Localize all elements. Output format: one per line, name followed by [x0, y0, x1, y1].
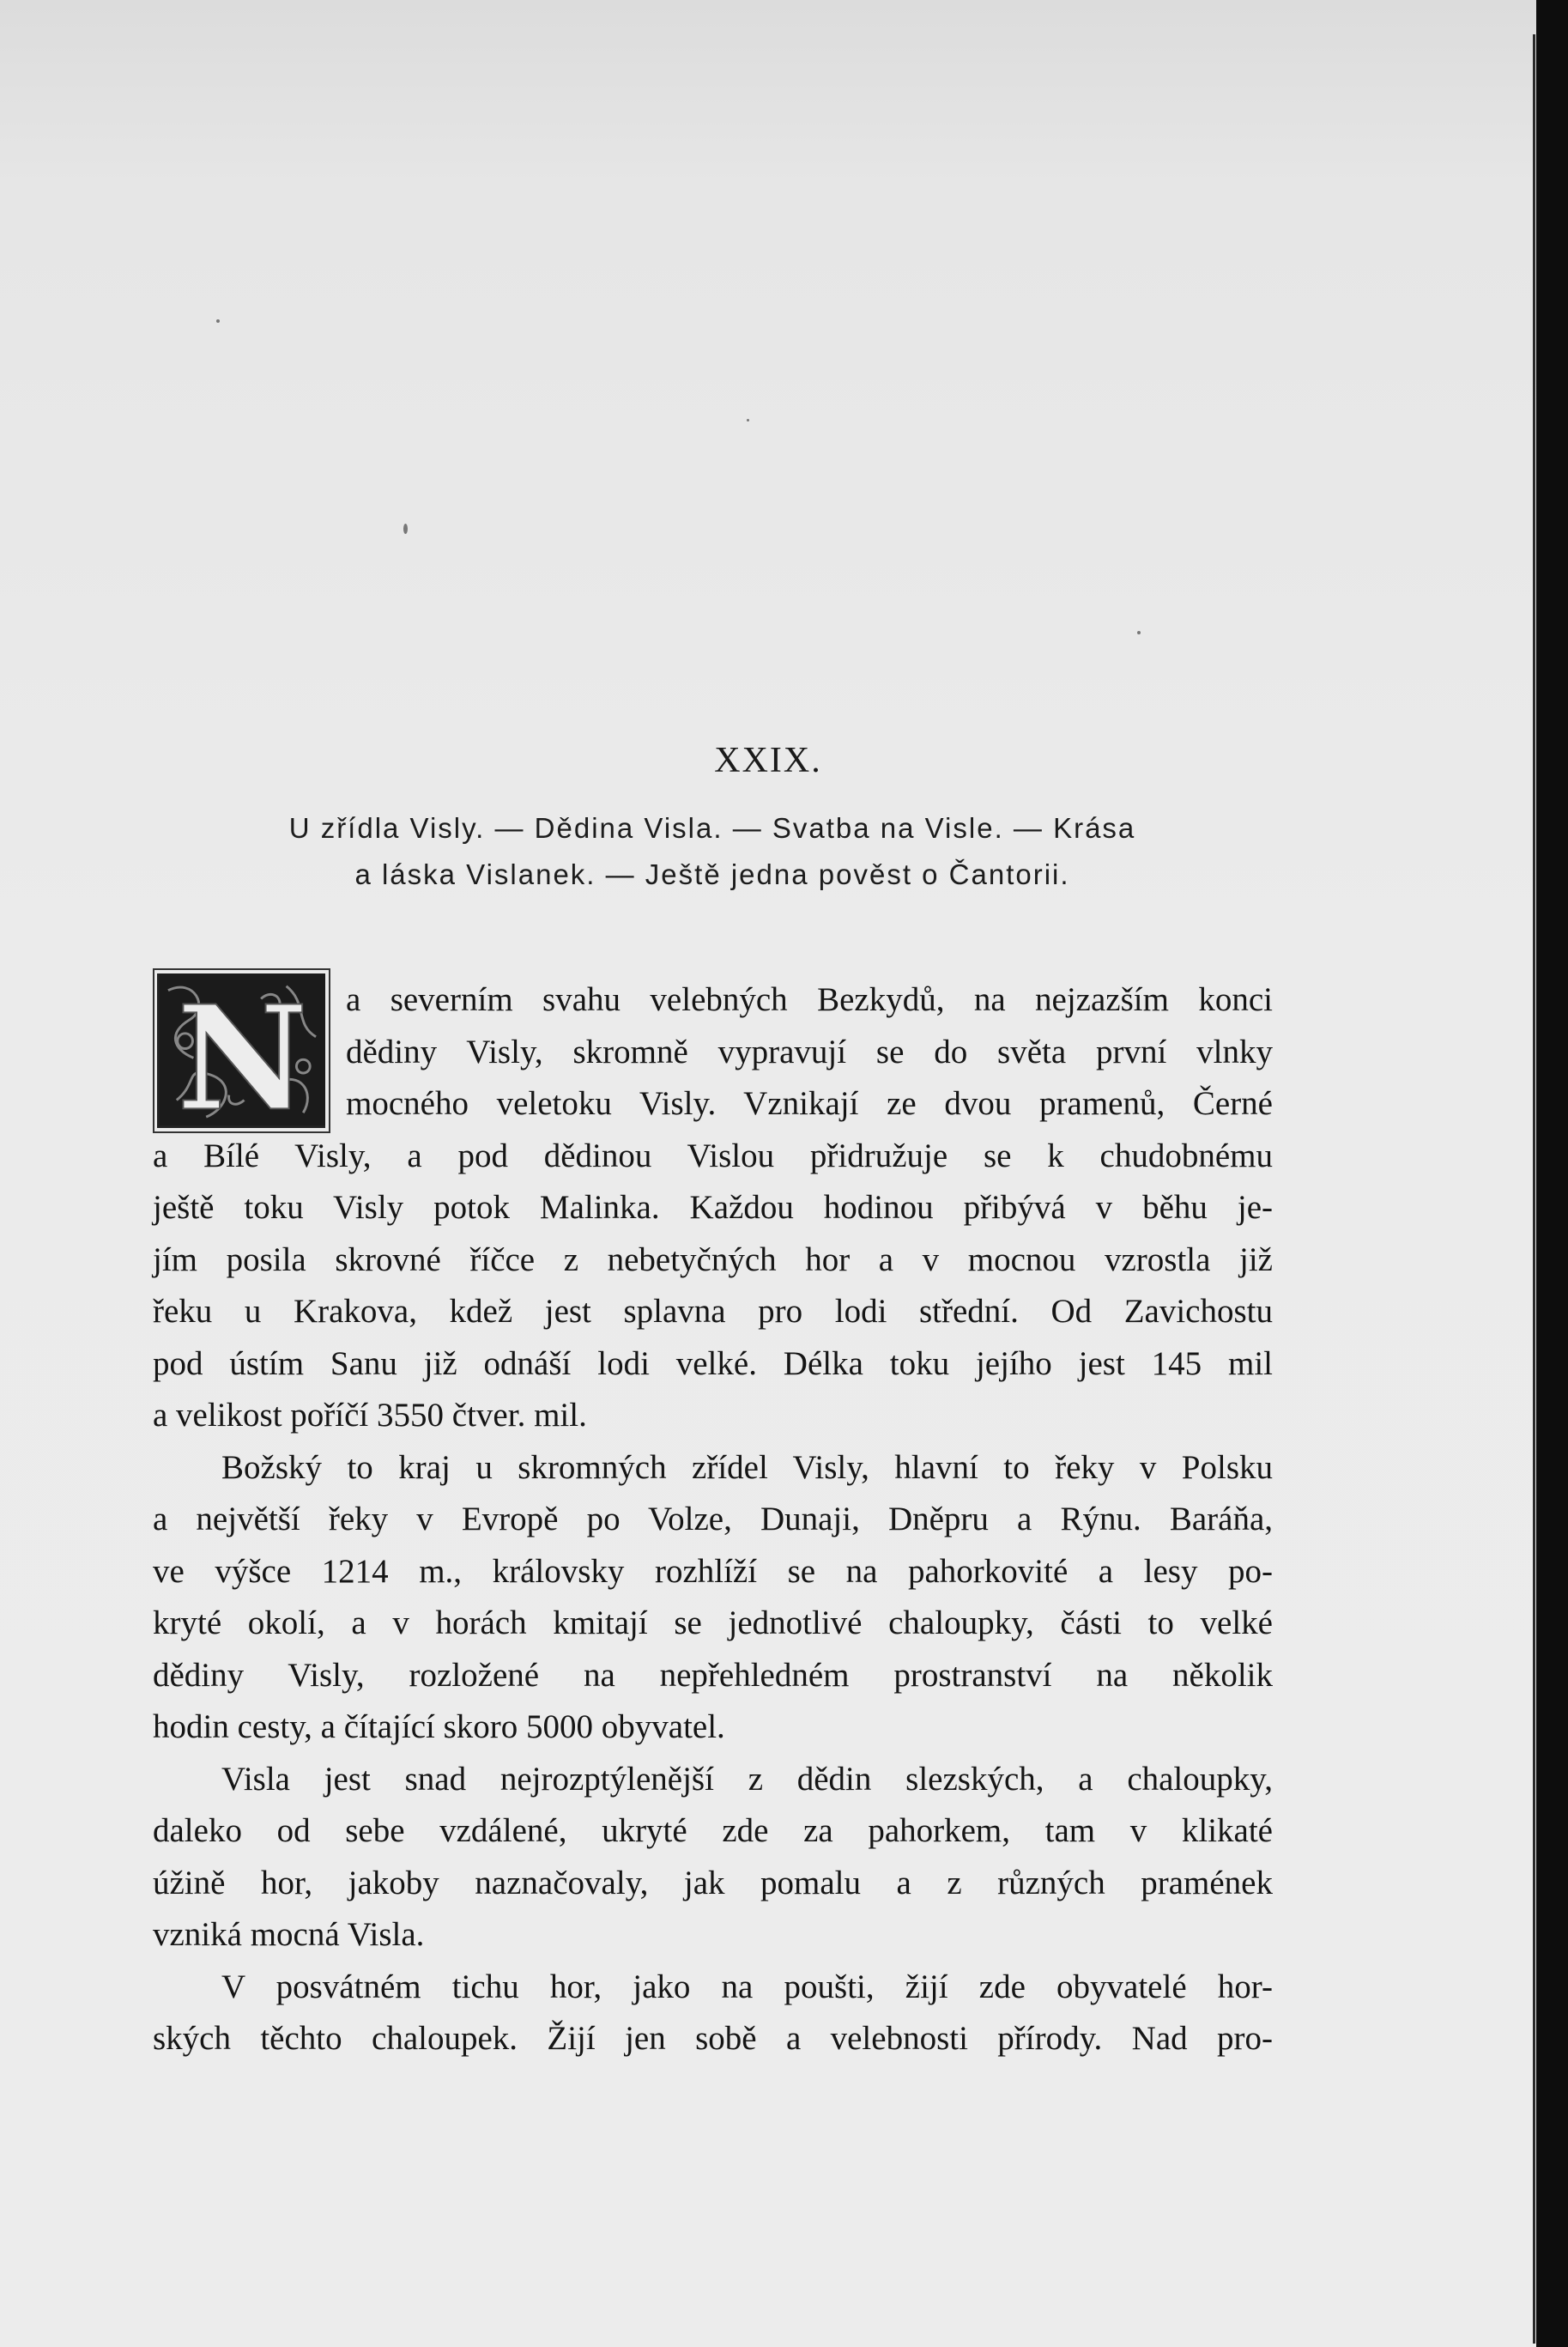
paragraph [153, 1962, 1273, 2065]
text-line: Visla jest snad nejrozptýlenější z dědin slezských, a chaloupky, [221, 1760, 1273, 1798]
summary-line: a láska Vislanek. — Ještě jedna pověst o Čantorii. [354, 858, 1070, 890]
text-line: ještě toku Visly potok Malinka. Každou hodinou přibývá v běhu je- [153, 1189, 1273, 1226]
text-line: ských těchto chaloupek. Žijí jen sobě a velebnosti přírody. Nad pro- [153, 2020, 1273, 2057]
text-line: a největší řeky v Evropě po Volze, Dunaji, Dněpru a Rýnu. Baráňa, [153, 1501, 1273, 1537]
paper-speck [216, 319, 220, 323]
page-edge-line [1533, 34, 1535, 2344]
text-line: pod ústím Sanu již odnáší lodi velké. Délka toku jejího jest 145 mil [153, 1344, 1273, 1382]
paper-speck [1137, 631, 1141, 634]
text-line: dědiny Visly, rozložené na nepřehledném prostranství na několik [153, 1656, 1273, 1694]
chapter-summary [154, 805, 1270, 898]
text-line: dědiny Visly, skromně vypravují se do světa první vlnky [346, 1033, 1273, 1070]
text-line: hodin cesty, a čítající skoro 5000 obyvatel. [153, 1708, 725, 1745]
text-line: kryté okolí, a v horách kmitají se jednotlivé chaloupky, části to velké [153, 1604, 1273, 1641]
text-line: řeku u Krakova, kdež jest splavna pro lodi střední. Od Zavichostu [153, 1293, 1273, 1330]
paragraph [153, 1442, 1273, 1754]
text-line: a velikost poříčí 3550 čtver. mil. [153, 1397, 587, 1434]
paragraph [153, 974, 1273, 1442]
drop-cap-letter: N [177, 974, 308, 1125]
body-text [153, 974, 1273, 2065]
text-line: a severním svahu velebných Bezkydů, na nejzazším konci [346, 981, 1273, 1018]
text-line: Božský to kraj u skromných zřídel Visly, hlavní to řeky v Polsku [221, 1448, 1273, 1486]
text-line: úžině hor, jakoby naznačovaly, jak pomalu a z různých pramének [153, 1864, 1273, 1901]
text-line: vzniká mocná Visla. [153, 1916, 425, 1953]
text-line: V posvátném tichu hor, jako na poušti, žijí zde obyvatelé hor- [221, 1968, 1273, 2005]
scan-border [1536, 0, 1568, 2347]
text-line: ve výšce 1214 m., královsky rozhlíží se na pahorkovité a lesy po- [153, 1552, 1273, 1590]
text-line: mocného veletoku Visly. Vznikají ze dvou pramenů, Černé [346, 1085, 1273, 1122]
paper-speck [403, 524, 408, 534]
paper-speck [747, 419, 749, 421]
summary-line: U zřídla Visly. — Dědina Visla. — Svatba na Visle. — Krása [288, 812, 1136, 844]
text-line: jím posila skrovné říčce z nebetyčných hor a v mocnou vzrostla již [153, 1240, 1273, 1278]
text-line: daleko od sebe vzdálené, ukryté zde za pahorkem, tam v klikaté [153, 1812, 1273, 1849]
text-line: a Bílé Visly, a pod dědinou Vislou přidružuje se k chudobnému [153, 1137, 1273, 1174]
chapter-number: XXIX. [714, 741, 822, 780]
paragraph [153, 1754, 1273, 1962]
